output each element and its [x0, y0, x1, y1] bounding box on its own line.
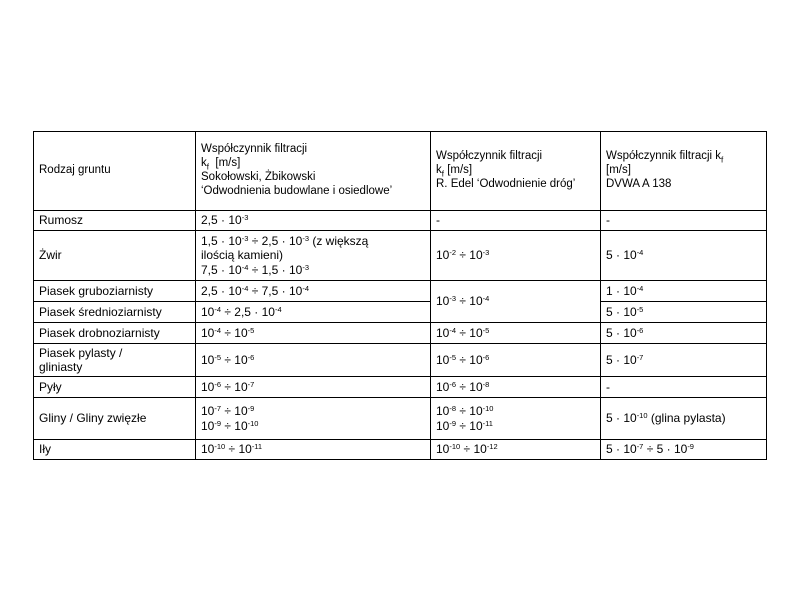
header-col3-source: R. Edel ‘Odwodnienie dróg’ [436, 177, 576, 190]
kf-value: $10^{-2} \div 10^{-3}$ [431, 231, 601, 281]
kf-value: $10^{-7} \div 10^{-9}$ $10^{-9} \div 10^{-10}$ [196, 398, 431, 440]
soil-name: Piasek pylasty / gliniasty [34, 344, 196, 377]
table-row [34, 281, 767, 302]
kf-value: $10^{-10} \div 10^{-12}$ [431, 440, 601, 460]
table-row [34, 211, 767, 231]
kf-value: $10^{-6} \div 10^{-7}$ [196, 377, 431, 398]
unit-label: [m/s] [447, 164, 473, 177]
kf-value: $5 \cdot 10^{-4}$ [601, 231, 767, 281]
table-row [34, 231, 767, 281]
kf-value: $5 \cdot 10^{-7}$ [601, 344, 767, 377]
header-row [34, 132, 767, 211]
header-col4-source: DVWA A 138 [606, 177, 672, 190]
kf-value: $10^{-4} \div 10^{-5}$ [431, 323, 601, 344]
kf-subscript: f [721, 155, 724, 165]
header-col4-unit: [m/s] [606, 164, 631, 177]
table-row [34, 302, 767, 323]
kf-value: $1 \cdot 10^{-4}$ [601, 281, 767, 302]
soil-name: Piasek gruboziarnisty [34, 281, 196, 302]
soil-name: Iły [34, 440, 196, 460]
header-col4-title: Współczynnik filtracji k [606, 150, 722, 163]
kf-value: $5 \cdot 10^{-10}$ (glina pylasta) [601, 398, 767, 440]
soil-name: Rumosz [34, 211, 196, 231]
table-row [34, 323, 767, 344]
kf-subscript: f [206, 162, 209, 172]
kf-value: - [431, 211, 601, 231]
header-dvwa [601, 132, 767, 211]
kf-value: $10^{-6} \div 10^{-8}$ [431, 377, 601, 398]
header-soil-type [34, 132, 196, 211]
kf-value: $10^{-4} \div 10^{-5}$ [196, 323, 431, 344]
header-col4-line1 [606, 150, 762, 164]
soil-permeability-table [33, 131, 767, 460]
kf-value: $10^{-4} \div 2,5 \cdot 10^{-4}$ [196, 302, 431, 323]
soil-name: Piasek drobnoziarnisty [34, 323, 196, 344]
header-soil-type-label: Rodzaj gruntu [39, 164, 111, 177]
kf-subscript: f [441, 169, 444, 179]
table-row [34, 398, 767, 440]
kf-value: $1,5 \cdot 10^{-3} \div 2,5 \cdot 10^{-3}$ (z większą ilością kamieni) $7,5 \cdot 10^{-4} \div 1,5 \cdot 10^{-3}$ [196, 231, 431, 281]
table-row [34, 377, 767, 398]
kf-symbol: k [201, 157, 207, 170]
header-col2-kf [201, 157, 426, 171]
kf-symbol: k [436, 164, 442, 177]
table-row [34, 344, 767, 377]
soil-name: Piasek średnioziarnisty [34, 302, 196, 323]
kf-value: - [601, 377, 767, 398]
kf-value: $2,5 \cdot 10^{-3}$ [196, 211, 431, 231]
soil-name: Gliny / Gliny zwięzłe [34, 398, 196, 440]
kf-value: $5 \cdot 10^{-5}$ [601, 302, 767, 323]
kf-value: $2,5 \cdot 10^{-4} \div 7,5 \cdot 10^{-4}$ [196, 281, 431, 302]
table-row [34, 440, 767, 460]
header-col2-authors: Sokołowski, Żbikowski [201, 171, 316, 183]
header-col2-line1: Współczynnik filtracji [201, 143, 308, 156]
unit-label: [m/s] [215, 157, 241, 170]
soil-name: Pyły [34, 377, 196, 398]
kf-value: - [601, 211, 767, 231]
kf-value: $5 \cdot 10^{-6}$ [601, 323, 767, 344]
header-col2-source: ‘Odwodnienia budowlane i osiedlowe’ [201, 184, 393, 197]
header-col3-line1: Współczynnik filtracji [436, 150, 543, 163]
kf-value: $5 \cdot 10^{-7} \div 5 \cdot 10^{-9}$ [601, 440, 767, 460]
header-edel [431, 132, 601, 211]
soil-name: Żwir [34, 231, 196, 281]
kf-value: $10^{-10} \div 10^{-11}$ [196, 440, 431, 460]
kf-value: $10^{-8} \div 10^{-10}$ $10^{-9} \div 10^{-11}$ [431, 398, 601, 440]
kf-value: $10^{-5} \div 10^{-6}$ [431, 344, 601, 377]
kf-value: $10^{-5} \div 10^{-6}$ [196, 344, 431, 377]
header-sokolowski [196, 132, 431, 211]
header-col3-kf [436, 164, 596, 178]
kf-value: $10^{-3} \div 10^{-4}$ [431, 281, 601, 323]
